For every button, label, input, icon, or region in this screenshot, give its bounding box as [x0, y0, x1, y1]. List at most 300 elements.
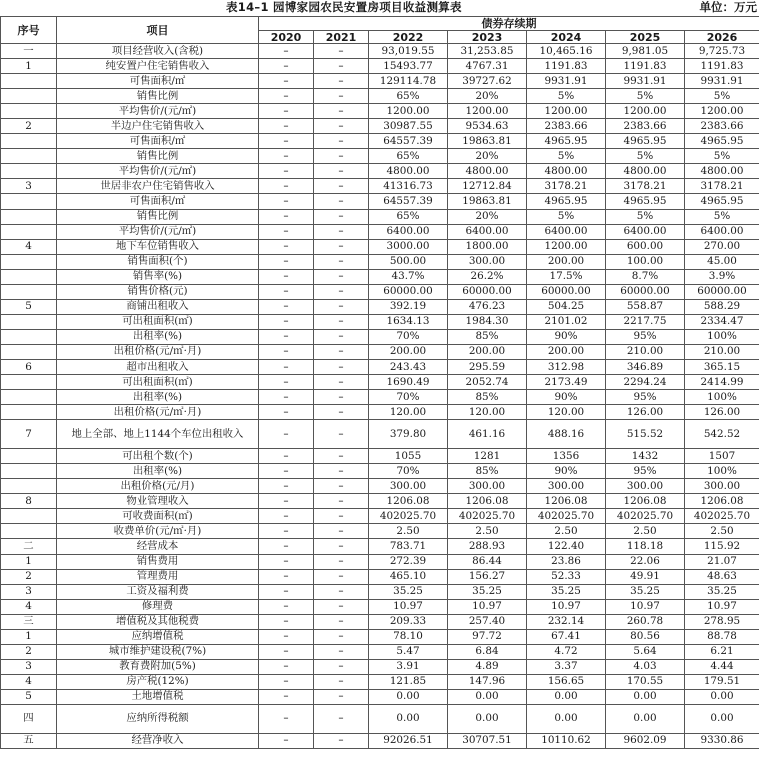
value-2026: 115.92 [685, 539, 759, 554]
value-2020: – [259, 179, 314, 194]
value-2020: – [259, 254, 314, 269]
value-2025: 2294.24 [606, 375, 685, 390]
value-2021: – [314, 329, 369, 344]
value-2020: – [259, 554, 314, 569]
row-index [1, 464, 57, 479]
value-2021: – [314, 44, 369, 59]
row-item: 销售比例 [57, 149, 259, 164]
value-2024: 10110.62 [527, 733, 606, 748]
header-year: 2022 [369, 31, 448, 44]
value-2021: – [314, 569, 369, 584]
value-2020: – [259, 344, 314, 359]
value-2021: – [314, 344, 369, 359]
table-row [1, 269, 759, 284]
value-2026: 270.00 [685, 239, 759, 254]
value-2021: – [314, 614, 369, 629]
header-year: 2026 [685, 31, 759, 44]
value-2021: – [314, 584, 369, 599]
row-index: 3 [1, 659, 57, 674]
value-2026: 6.21 [685, 644, 759, 659]
table-row [1, 149, 759, 164]
value-2024: 0.00 [527, 704, 606, 733]
value-2023: 0.00 [448, 689, 527, 704]
row-item: 出租价格(元/月) [57, 479, 259, 494]
value-2020: – [259, 329, 314, 344]
value-2025: 126.00 [606, 405, 685, 420]
value-2020: – [259, 539, 314, 554]
value-2021: – [314, 269, 369, 284]
value-2025: 1191.83 [606, 59, 685, 74]
row-index: 2 [1, 644, 57, 659]
value-2023: 0.00 [448, 704, 527, 733]
row-item: 教育费附加(5%) [57, 659, 259, 674]
value-2025: 4965.95 [606, 194, 685, 209]
value-2024: 2.50 [527, 524, 606, 539]
row-item: 世居非农户住宅销售收入 [57, 179, 259, 194]
value-2024: 2173.49 [527, 375, 606, 390]
value-2022: 15493.77 [369, 59, 448, 74]
row-index: 3 [1, 179, 57, 194]
value-2020: – [259, 44, 314, 59]
value-2025: 9,981.05 [606, 44, 685, 59]
value-2023: 476.23 [448, 299, 527, 314]
value-2021: – [314, 629, 369, 644]
value-2020: – [259, 614, 314, 629]
value-2022: 93,019.55 [369, 44, 448, 59]
value-2023: 19863.81 [448, 134, 527, 149]
value-2020: – [259, 704, 314, 733]
value-2026: 9,725.73 [685, 44, 759, 59]
table-row [1, 119, 759, 134]
value-2025: 95% [606, 464, 685, 479]
value-2024: 90% [527, 464, 606, 479]
table-row [1, 539, 759, 554]
row-item: 可售面积/㎡ [57, 194, 259, 209]
value-2022: 70% [369, 464, 448, 479]
value-2024: 402025.70 [527, 509, 606, 524]
value-2022: 465.10 [369, 569, 448, 584]
value-2021: – [314, 464, 369, 479]
header-year: 2025 [606, 31, 685, 44]
value-2020: – [259, 479, 314, 494]
value-2025: 95% [606, 329, 685, 344]
value-2022: 272.39 [369, 554, 448, 569]
value-2021: – [314, 539, 369, 554]
row-index [1, 375, 57, 390]
row-index: 1 [1, 629, 57, 644]
value-2025: 49.91 [606, 569, 685, 584]
value-2022: 5.47 [369, 644, 448, 659]
value-2024: 2383.66 [527, 119, 606, 134]
value-2021: – [314, 89, 369, 104]
value-2020: – [259, 599, 314, 614]
header-year: 2023 [448, 31, 527, 44]
value-2026: 1200.00 [685, 104, 759, 119]
row-index [1, 479, 57, 494]
table-title: 表14–1 园博家园农民安置房项目收益测算表 [226, 0, 462, 14]
value-2022: 64557.39 [369, 134, 448, 149]
header-item: 项目 [57, 17, 259, 44]
value-2021: – [314, 509, 369, 524]
row-index [1, 449, 57, 464]
value-2025: 260.78 [606, 614, 685, 629]
value-2024: 200.00 [527, 344, 606, 359]
value-2025: 95% [606, 390, 685, 405]
row-item: 土地增值税 [57, 689, 259, 704]
row-item: 经营净收入 [57, 733, 259, 748]
value-2022: 10.97 [369, 599, 448, 614]
row-item: 项目经营收入(含税) [57, 44, 259, 59]
value-2021: – [314, 644, 369, 659]
value-2026: 278.95 [685, 614, 759, 629]
value-2022: 243.43 [369, 359, 448, 374]
row-item: 应纳所得税额 [57, 704, 259, 733]
value-2021: – [314, 179, 369, 194]
value-2025: 210.00 [606, 344, 685, 359]
value-2024: 2101.02 [527, 314, 606, 329]
value-2021: – [314, 494, 369, 509]
value-2020: – [259, 164, 314, 179]
row-item: 管理费用 [57, 569, 259, 584]
value-2020: – [259, 59, 314, 74]
value-2025: 558.87 [606, 299, 685, 314]
value-2026: 100% [685, 464, 759, 479]
value-2021: – [314, 554, 369, 569]
row-index [1, 524, 57, 539]
value-2022: 1690.49 [369, 375, 448, 390]
value-2020: – [259, 405, 314, 420]
value-2023: 12712.84 [448, 179, 527, 194]
value-2024: 10.97 [527, 599, 606, 614]
table-row [1, 209, 759, 224]
value-2020: – [259, 104, 314, 119]
row-index: 4 [1, 674, 57, 689]
value-2021: – [314, 599, 369, 614]
value-2025: 4800.00 [606, 164, 685, 179]
value-2024: 3178.21 [527, 179, 606, 194]
table-row [1, 44, 759, 59]
row-index: 6 [1, 359, 57, 374]
value-2026: 9931.91 [685, 74, 759, 89]
row-index: 1 [1, 59, 57, 74]
value-2022: 300.00 [369, 479, 448, 494]
row-item: 修理费 [57, 599, 259, 614]
row-item: 房产税(12%) [57, 674, 259, 689]
value-2023: 97.72 [448, 629, 527, 644]
value-2024: 52.33 [527, 569, 606, 584]
table-row [1, 689, 759, 704]
value-2025: 5.64 [606, 644, 685, 659]
value-2023: 120.00 [448, 405, 527, 420]
row-index: 1 [1, 554, 57, 569]
row-item: 可出租面积(㎡) [57, 314, 259, 329]
value-2022: 3.91 [369, 659, 448, 674]
row-index [1, 269, 57, 284]
value-2022: 1206.08 [369, 494, 448, 509]
value-2021: – [314, 390, 369, 405]
value-2023: 20% [448, 149, 527, 164]
value-2026: 21.07 [685, 554, 759, 569]
value-2022: 70% [369, 390, 448, 405]
value-2020: – [259, 569, 314, 584]
value-2024: 312.98 [527, 359, 606, 374]
value-2026: 3178.21 [685, 179, 759, 194]
value-2023: 10.97 [448, 599, 527, 614]
table-row [1, 344, 759, 359]
value-2020: – [259, 449, 314, 464]
row-item: 应纳增值税 [57, 629, 259, 644]
value-2023: 257.40 [448, 614, 527, 629]
value-2023: 2052.74 [448, 375, 527, 390]
value-2026: 5% [685, 149, 759, 164]
row-index: 四 [1, 704, 57, 733]
value-2026: 2334.47 [685, 314, 759, 329]
value-2024: 4965.95 [527, 134, 606, 149]
table-row [1, 254, 759, 269]
value-2020: – [259, 644, 314, 659]
value-2024: 3.37 [527, 659, 606, 674]
value-2025: 1432 [606, 449, 685, 464]
value-2021: – [314, 704, 369, 733]
value-2026: 100% [685, 390, 759, 405]
value-2025: 35.25 [606, 584, 685, 599]
value-2020: – [259, 299, 314, 314]
row-item: 销售费用 [57, 554, 259, 569]
value-2022: 121.85 [369, 674, 448, 689]
value-2026: 126.00 [685, 405, 759, 420]
table-row [1, 599, 759, 614]
row-item: 地下车位销售收入 [57, 239, 259, 254]
table-row [1, 405, 759, 420]
value-2020: – [259, 629, 314, 644]
value-2020: – [259, 149, 314, 164]
header-year: 2024 [527, 31, 606, 44]
value-2021: – [314, 299, 369, 314]
value-2024: 90% [527, 390, 606, 405]
value-2023: 156.27 [448, 569, 527, 584]
value-2024: 122.40 [527, 539, 606, 554]
value-2020: – [259, 674, 314, 689]
row-index [1, 89, 57, 104]
value-2023: 20% [448, 209, 527, 224]
value-2022: 209.33 [369, 614, 448, 629]
value-2020: – [259, 119, 314, 134]
value-2025: 600.00 [606, 239, 685, 254]
table-row [1, 179, 759, 194]
value-2022: 120.00 [369, 405, 448, 420]
value-2022: 92026.51 [369, 733, 448, 748]
row-item: 可售面积/㎡ [57, 134, 259, 149]
value-2022: 379.80 [369, 420, 448, 449]
value-2025: 2.50 [606, 524, 685, 539]
table-row [1, 659, 759, 674]
row-item: 可出租个数(个) [57, 449, 259, 464]
value-2021: – [314, 689, 369, 704]
value-2026: 1206.08 [685, 494, 759, 509]
row-item: 销售面积(个) [57, 254, 259, 269]
value-2023: 1800.00 [448, 239, 527, 254]
value-2024: 10,465.16 [527, 44, 606, 59]
value-2026: 4800.00 [685, 164, 759, 179]
value-2022: 4800.00 [369, 164, 448, 179]
table-row [1, 479, 759, 494]
value-2021: – [314, 405, 369, 420]
value-2022: 783.71 [369, 539, 448, 554]
value-2021: – [314, 420, 369, 449]
value-2025: 118.18 [606, 539, 685, 554]
value-2026: 0.00 [685, 689, 759, 704]
value-2024: 232.14 [527, 614, 606, 629]
value-2022: 200.00 [369, 344, 448, 359]
table-row [1, 449, 759, 464]
value-2023: 4800.00 [448, 164, 527, 179]
value-2020: – [259, 524, 314, 539]
row-index: 4 [1, 599, 57, 614]
value-2025: 1206.08 [606, 494, 685, 509]
row-item: 出租价格(元/㎡·月) [57, 405, 259, 420]
value-2023: 35.25 [448, 584, 527, 599]
value-2021: – [314, 359, 369, 374]
value-2024: 23.86 [527, 554, 606, 569]
row-index: 5 [1, 299, 57, 314]
row-index [1, 329, 57, 344]
value-2021: – [314, 314, 369, 329]
table-row [1, 509, 759, 524]
value-2023: 1984.30 [448, 314, 527, 329]
table-row [1, 164, 759, 179]
value-2021: – [314, 59, 369, 74]
value-2025: 22.06 [606, 554, 685, 569]
value-2026: 5% [685, 89, 759, 104]
value-2020: – [259, 733, 314, 748]
value-2025: 346.89 [606, 359, 685, 374]
row-index: 5 [1, 689, 57, 704]
row-index: 8 [1, 494, 57, 509]
value-2024: 4800.00 [527, 164, 606, 179]
value-2021: – [314, 733, 369, 748]
value-2026: 5% [685, 209, 759, 224]
value-2025: 170.55 [606, 674, 685, 689]
value-2023: 85% [448, 390, 527, 405]
value-2023: 147.96 [448, 674, 527, 689]
value-2025: 515.52 [606, 420, 685, 449]
value-2021: – [314, 74, 369, 89]
value-2020: – [259, 390, 314, 405]
row-index [1, 134, 57, 149]
row-item: 出租率(%) [57, 390, 259, 405]
value-2023: 85% [448, 464, 527, 479]
value-2022: 60000.00 [369, 284, 448, 299]
value-2023: 200.00 [448, 344, 527, 359]
value-2026: 2414.99 [685, 375, 759, 390]
value-2025: 0.00 [606, 704, 685, 733]
value-2023: 461.16 [448, 420, 527, 449]
value-2020: – [259, 224, 314, 239]
value-2023: 402025.70 [448, 509, 527, 524]
value-2021: – [314, 224, 369, 239]
row-item: 平均售价/(元/㎡) [57, 104, 259, 119]
value-2024: 1191.83 [527, 59, 606, 74]
value-2026: 3.9% [685, 269, 759, 284]
value-2025: 100.00 [606, 254, 685, 269]
value-2024: 504.25 [527, 299, 606, 314]
row-index: 三 [1, 614, 57, 629]
value-2026: 588.29 [685, 299, 759, 314]
table-row [1, 224, 759, 239]
row-index [1, 164, 57, 179]
value-2023: 86.44 [448, 554, 527, 569]
value-2021: – [314, 164, 369, 179]
row-index: 二 [1, 539, 57, 554]
table-row [1, 239, 759, 254]
value-2023: 85% [448, 329, 527, 344]
row-index: 3 [1, 584, 57, 599]
table-row [1, 390, 759, 405]
value-2023: 4767.31 [448, 59, 527, 74]
value-2023: 39727.62 [448, 74, 527, 89]
table-body [1, 44, 759, 749]
value-2022: 0.00 [369, 704, 448, 733]
value-2026: 542.52 [685, 420, 759, 449]
row-item: 收费单价(元/㎡·月) [57, 524, 259, 539]
value-2025: 5% [606, 149, 685, 164]
value-2025: 300.00 [606, 479, 685, 494]
value-2022: 402025.70 [369, 509, 448, 524]
value-2020: – [259, 239, 314, 254]
value-2020: – [259, 89, 314, 104]
row-index [1, 149, 57, 164]
row-index: 4 [1, 239, 57, 254]
table-row [1, 314, 759, 329]
value-2020: – [259, 194, 314, 209]
value-2021: – [314, 239, 369, 254]
row-item: 可收费面积(㎡) [57, 509, 259, 524]
value-2022: 1200.00 [369, 104, 448, 119]
value-2022: 35.25 [369, 584, 448, 599]
value-2025: 4.03 [606, 659, 685, 674]
value-2024: 4.72 [527, 644, 606, 659]
value-2023: 6400.00 [448, 224, 527, 239]
value-2023: 1206.08 [448, 494, 527, 509]
value-2026: 45.00 [685, 254, 759, 269]
row-item: 出租率(%) [57, 329, 259, 344]
value-2021: – [314, 375, 369, 390]
value-2020: – [259, 494, 314, 509]
value-2024: 488.16 [527, 420, 606, 449]
table-row [1, 554, 759, 569]
row-item: 纯安置户住宅销售收入 [57, 59, 259, 74]
row-index: 2 [1, 119, 57, 134]
row-item: 超市出租收入 [57, 359, 259, 374]
value-2026: 88.78 [685, 629, 759, 644]
value-2021: – [314, 104, 369, 119]
row-index: 五 [1, 733, 57, 748]
row-item: 增值税及其他税费 [57, 614, 259, 629]
value-2022: 65% [369, 209, 448, 224]
row-item: 工资及福利费 [57, 584, 259, 599]
value-2023: 19863.81 [448, 194, 527, 209]
value-2026: 4.44 [685, 659, 759, 674]
row-index: 7 [1, 420, 57, 449]
value-2023: 30707.51 [448, 733, 527, 748]
value-2024: 200.00 [527, 254, 606, 269]
value-2024: 60000.00 [527, 284, 606, 299]
table-row [1, 194, 759, 209]
row-item: 可出租面积(㎡) [57, 375, 259, 390]
value-2025: 0.00 [606, 689, 685, 704]
value-2026: 402025.70 [685, 509, 759, 524]
value-2026: 179.51 [685, 674, 759, 689]
